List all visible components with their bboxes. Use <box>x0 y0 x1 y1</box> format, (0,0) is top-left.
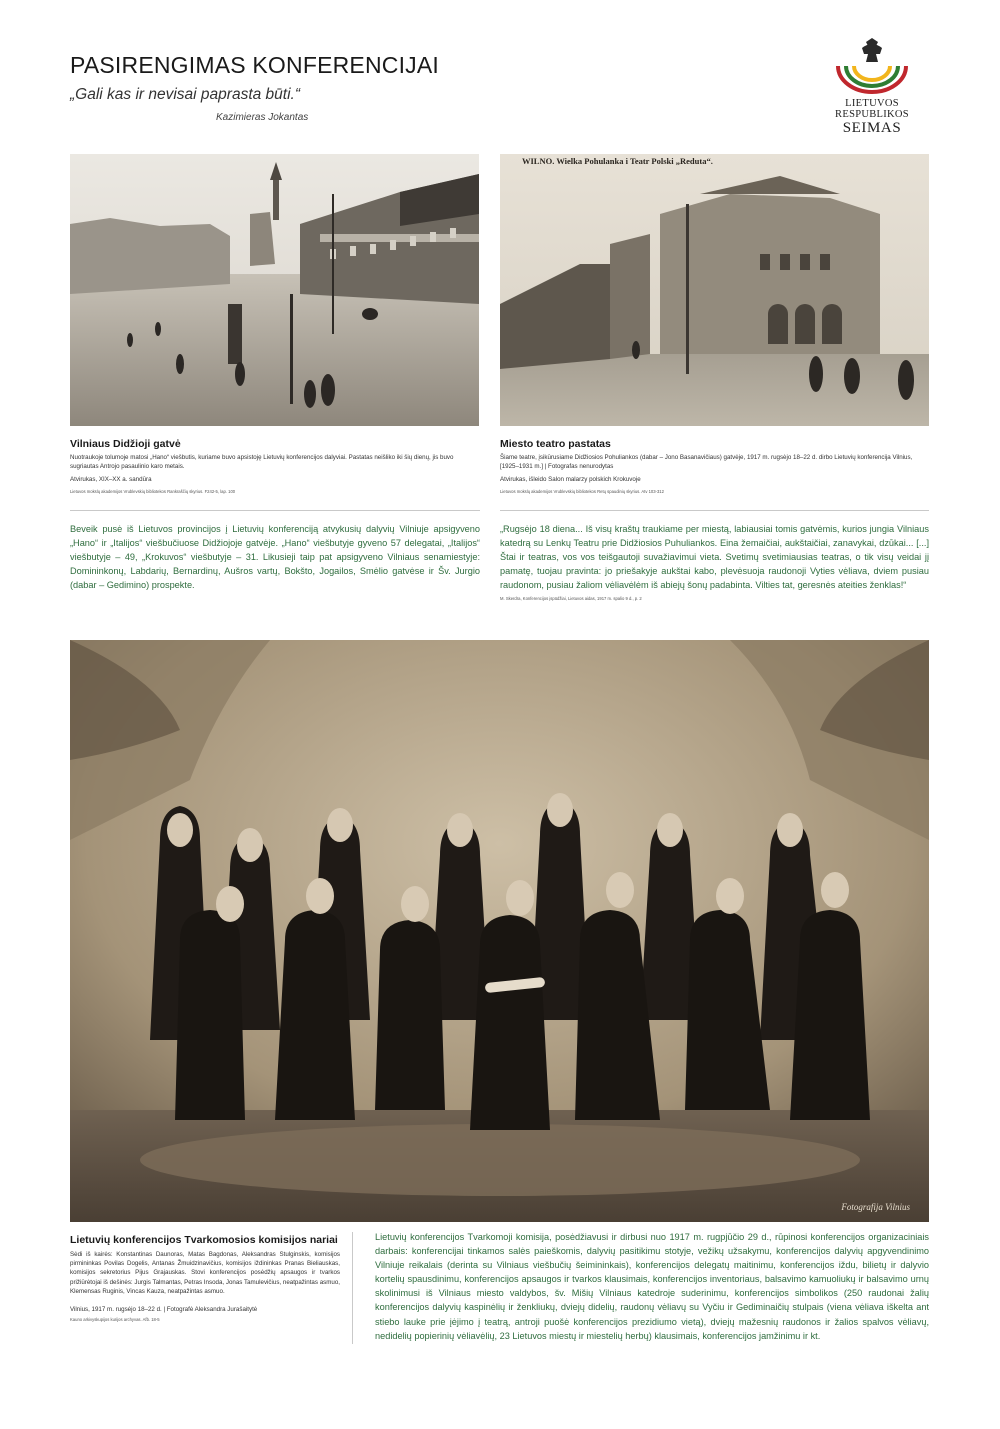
street-photo-description: Nuotraukoje tolumoje matosi „Hano“ viešbutis, kuriame buvo apsistoję Lietuvių konferencijos dalyviai. Pastatas neišliko iki šių dienų, jis buvo sugriautas Antrojo pasaulinio karo metais. <box>70 454 454 470</box>
hotels-paragraph: Beveik pusė iš Lietuvos provincijos į Lietuvių konferenciją atvykusių dalyvių Vilniuje apsigyveno „Hano“ ir „Italijos“ viešbučiuose Didžiojoje gatvėje. „Hano“ viešbutyje gyveno 57 delegatai, „Italijos“ viešbutyje – 49, „Krokuvos“ viešbutyje – 31. Likusieji taip pat apsigyveno Vilniaus senamiestyje: Domininkonų, Labdarių, Bernardinų, Aušros vartų, Bokšto, Jogailos, Smėlio gatvėse ir Šv. Jurgio (dabar – Gedimino) prospekte. <box>70 524 480 591</box>
theatre-photo <box>500 154 929 426</box>
commission-paragraph: Lietuvių konferencijos Tvarkomoji komisija, posėdžiavusi ir dirbusi nuo 1917 m. rugpjūčio 29 d., rūpinosi konferencijos organizaciniais darbais: konferencijai tinkamos salės paieškomis, dalyvių pasitikimu stotyje, vežikų užsakymu, konferencijos dalyvių apgyvendinimo Vilniuje reikalais (derinta su Vilniaus viešbučių šeimininkais), konferencijos delegatų maitinimu, konferencijos iždu, bilietų ir dalyvio kortelių spausdinimu, konferencijos apsaugos ir tvarkos klausimais, konferencijos inventoriaus, balsavimo kamuoliukų ir balsavimo urnų skolinimusi iš Vilniaus miesto valdybos, šv. Mišių Vilniaus katedroje suderinimu, konferencijos simbolikos (250 raudonai žalių konferencijos dalyvių kaspinėlių ir ženkliukų, dviejų didelių, raudonų vėliavų su Vyčiu ir Gediminaičių stulpais (viena vėliava iškelta ant stiebo lauke prie įėjimo į teatrą, antroji puošė konferencijos prezidiumo vietą), dviejų mažesnių raudonos ir žalios spalvos vėliavų, nedidelių popierinių vėliavėlių, 23 Lietuvos miestų ir miestelių herbų) klausimais, konferencijos jamžinimu ir kt. <box>375 1232 929 1341</box>
group-photo-description: Sėdi iš kairės: Konstantinas Daunoras, Matas Bagdonas, Aleksandras Stulginskis, komisijos pirmininkas Povilas Dogelis, Antanas Žmuidzinavičius, komisijos iždininkas Pranas Bieliauskas, komisijos sekretorius Pijus Grajauskas. Stovi konferencijos posėdžių apsaugos ir tvarkos prižiūrėtojai iš dešinės: Jurgis Talmantas, Petras Insoda, Jonas Tamulevičius, neatpažintas asmuo, Klemensas Ruginis, Vincas Kauza, neatpažintas asmuo. <box>70 1251 340 1295</box>
vertical-divider <box>352 1232 353 1344</box>
commission-group-photo <box>70 640 929 1222</box>
divider-left <box>70 510 480 511</box>
street-photo-meta: Atvirukas, XIX–XX a. sandūra <box>70 476 152 483</box>
street-photo-title: Vilniaus Didžioji gatvė <box>70 438 181 450</box>
logo-line-1: LIETUVOS RESPUBLIKOS <box>835 98 909 120</box>
epigraph-author: Kazimieras Jokantas <box>216 112 309 123</box>
group-photo-source: Kauno arkivyskupijos kurijos archyvas. Afb. 18-5 <box>70 1317 160 1322</box>
photographer-stamp: Fotografija Vilnius <box>841 1202 910 1212</box>
group-photo-meta: Vilnius, 1917 m. rugsėjo 18–22 d. | Fotografė Aleksandra Jurašaitytė <box>70 1306 258 1313</box>
seimas-emblem-icon <box>832 36 912 94</box>
street-photo-source: Lietuvos mokslų akademijos Vrublevskių bibliotekos Rankraščių skyrius. F242-5, lap. 100 <box>70 489 236 494</box>
page-title: PASIRENGIMAS KONFERENCIJAI <box>70 52 439 78</box>
group-photo-title: Lietuvių konferencijos Tvarkomosios komisijos nariai <box>70 1234 338 1246</box>
theatre-photo-meta: Atvirukas, išleido Salon malarzy polskich Krokuvoje <box>500 476 641 483</box>
memoir-quote-source: M. Skerdra, Konferencijos įspūdžiai, Lietuvos aidas, 1917 m. spalio 9 d., p. 2 <box>500 596 642 601</box>
memoir-quote: „Rugsėjo 18 diena... Iš visų kraštų traukiame per miestą, labiausiai tomis gatvėmis, kurios jungia Vilniaus katedrą su Lenkų Teatru prie Didžiosios Puhuliankos. Eina žemaičiai, aukštaičiai, zanavykai, dzūkai... [...] Štai ir teatras, vos vos teišgautoji suvažiavimui vieta. Svetimų svetimiausias teatras, o tik visų veidai jį pamatę, tuojau pravinta: jo priešakyje aukštai kabo, plevėsuoja raudonoji Vyties vėliava, dviem pusiau raudonom, pusiau žaliom vėliavėlėm iš abiejų šonų padabinta. Vilties tat, geresnės ateities ženklas!“ <box>500 524 929 591</box>
theatre-photo-description: Šiame teatre, įsikūrusiame Didžiosios Pohuliankos (dabar – Jono Basanavičiaus) gatvėje, 1917 m. rugsėjo 18–22 d. dirbo Lietuvių konferencija Vilnius, [1925–1931 m.] | Fotografas nenurodytas <box>500 454 913 470</box>
street-photo <box>70 154 479 426</box>
divider-right <box>500 510 929 511</box>
logo-line-2: SEIMAS <box>842 120 902 136</box>
theatre-photo-source: Lietuvos mokslų akademijos Vrublevskių bibliotekos Retų spaudinių skyrius. Atv 103-312 <box>500 489 664 494</box>
epigraph-quote: „Gali kas ir nevisai paprasta būti.“ <box>70 86 301 103</box>
theatre-photo-title: Miesto teatro pastatas <box>500 438 611 450</box>
seimas-logo <box>812 36 932 137</box>
postcard-overlay-text: WILNO. Wielka Pohulanka i Teatr Polski „Reduta“. <box>522 156 713 166</box>
